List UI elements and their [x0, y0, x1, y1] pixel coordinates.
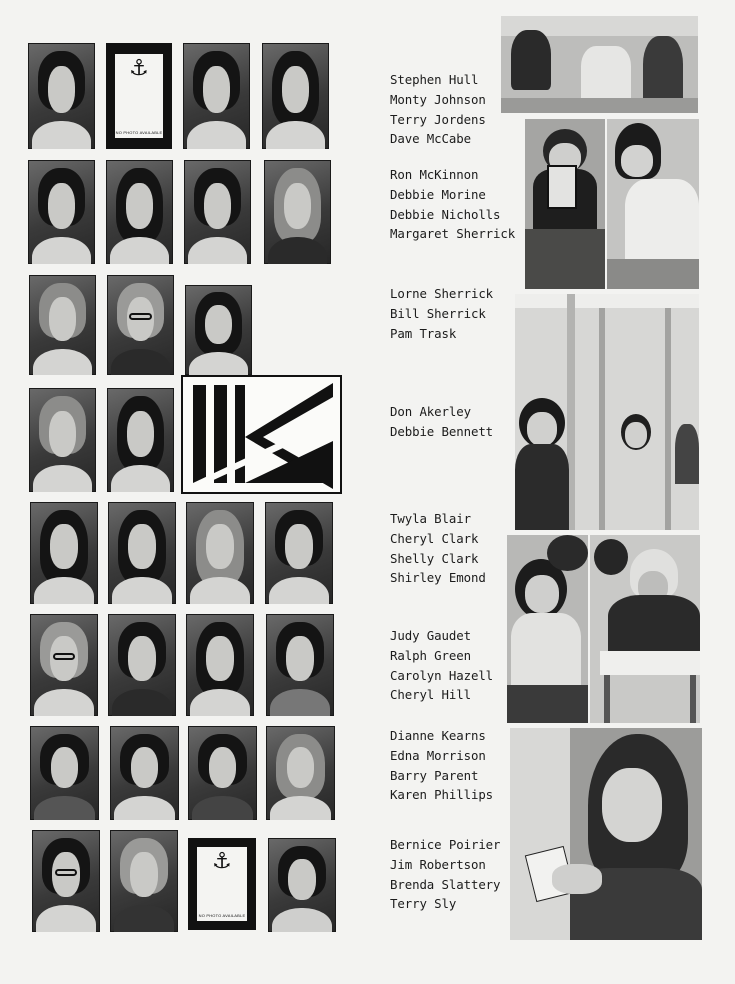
cartoon-glyph-icon: ⚓ — [129, 55, 149, 81]
student-holding-book-photo — [525, 119, 605, 289]
student-portrait — [28, 160, 95, 264]
student-name: Edna Morrison — [390, 747, 486, 763]
student-reading-at-desk-photo — [590, 535, 700, 723]
student-name: Karen Phillips — [390, 787, 494, 803]
student-name: Terry Jordens — [390, 111, 486, 127]
student-name: Dave McCabe — [390, 131, 471, 147]
student-name: Pam Trask — [390, 325, 457, 341]
class-11k-logo-icon — [183, 377, 340, 492]
student-with-playing-cards-photo — [510, 728, 702, 940]
student-name: Jim Robertson — [390, 856, 486, 872]
name-list — [390, 165, 530, 244]
student-portrait — [28, 43, 95, 149]
student-portrait — [29, 275, 96, 375]
student-name: Debbie Bennett — [390, 423, 494, 439]
name-list — [390, 284, 530, 343]
student-name: Dianne Kearns — [390, 728, 486, 743]
student-portrait — [108, 502, 176, 604]
student-portrait — [265, 502, 333, 604]
student-name: Shelly Clark — [390, 550, 479, 566]
student-portrait — [186, 614, 254, 716]
student-name: Lorne Sherrick — [390, 286, 494, 301]
no-photo-placeholder — [188, 838, 256, 930]
student-name: Bernice Poirier — [390, 837, 501, 852]
student-name: Bill Sherrick — [390, 305, 486, 321]
student-name: Carolyn Hazell — [390, 667, 494, 683]
classroom-desks-photo — [501, 16, 698, 113]
students-at-doorway-photo — [515, 294, 699, 530]
class-logo — [181, 375, 342, 494]
no-photo-caption: NO PHOTO AVAILABLE — [198, 912, 246, 918]
student-portrait — [184, 160, 251, 264]
student-portrait — [30, 614, 98, 716]
student-portrait — [32, 830, 100, 932]
student-name: Barry Parent — [390, 767, 479, 783]
student-name: Cheryl Clark — [390, 530, 479, 546]
student-name: Ralph Green — [390, 647, 471, 663]
student-name: Ron McKinnon — [390, 167, 479, 182]
student-portrait — [262, 43, 329, 149]
name-list — [390, 726, 530, 805]
student-name: Shirley Emond — [390, 570, 486, 586]
student-name: Don Akerley — [390, 404, 471, 419]
student-name: Twyla Blair — [390, 511, 471, 526]
student-portrait — [186, 502, 254, 604]
student-portrait — [30, 726, 99, 820]
student-name: Debbie Morine — [390, 186, 486, 202]
student-portrait — [30, 502, 98, 604]
student-name: Terry Sly — [390, 896, 457, 912]
student-portrait — [106, 160, 173, 264]
student-portrait — [108, 614, 176, 716]
student-covering-face-photo — [507, 535, 588, 723]
student-name: Debbie Nicholls — [390, 206, 501, 222]
student-portrait — [266, 614, 334, 716]
student-name: Cheryl Hill — [390, 687, 471, 703]
no-photo-placeholder — [106, 43, 172, 149]
student-portrait — [188, 726, 257, 820]
name-list — [390, 835, 530, 914]
student-name: Margaret Sherrick — [390, 226, 516, 242]
name-list — [390, 402, 530, 442]
student-in-classroom-photo — [607, 119, 699, 289]
student-portrait — [266, 726, 335, 820]
no-photo-caption: NO PHOTO AVAILABLE — [115, 130, 163, 136]
student-portrait — [110, 726, 179, 820]
student-portrait — [107, 388, 174, 492]
student-name: Monty Johnson — [390, 91, 486, 107]
student-portrait — [268, 838, 336, 932]
student-portrait — [185, 285, 252, 375]
student-portrait — [110, 830, 178, 932]
student-name: Judy Gaudet — [390, 628, 471, 643]
student-portrait — [107, 275, 174, 375]
student-portrait — [29, 388, 96, 492]
student-portrait — [183, 43, 250, 149]
student-portrait — [264, 160, 331, 264]
student-name: Stephen Hull — [390, 72, 479, 87]
cartoon-glyph-icon: ⚓ — [212, 849, 232, 875]
student-name: Brenda Slattery — [390, 876, 501, 892]
